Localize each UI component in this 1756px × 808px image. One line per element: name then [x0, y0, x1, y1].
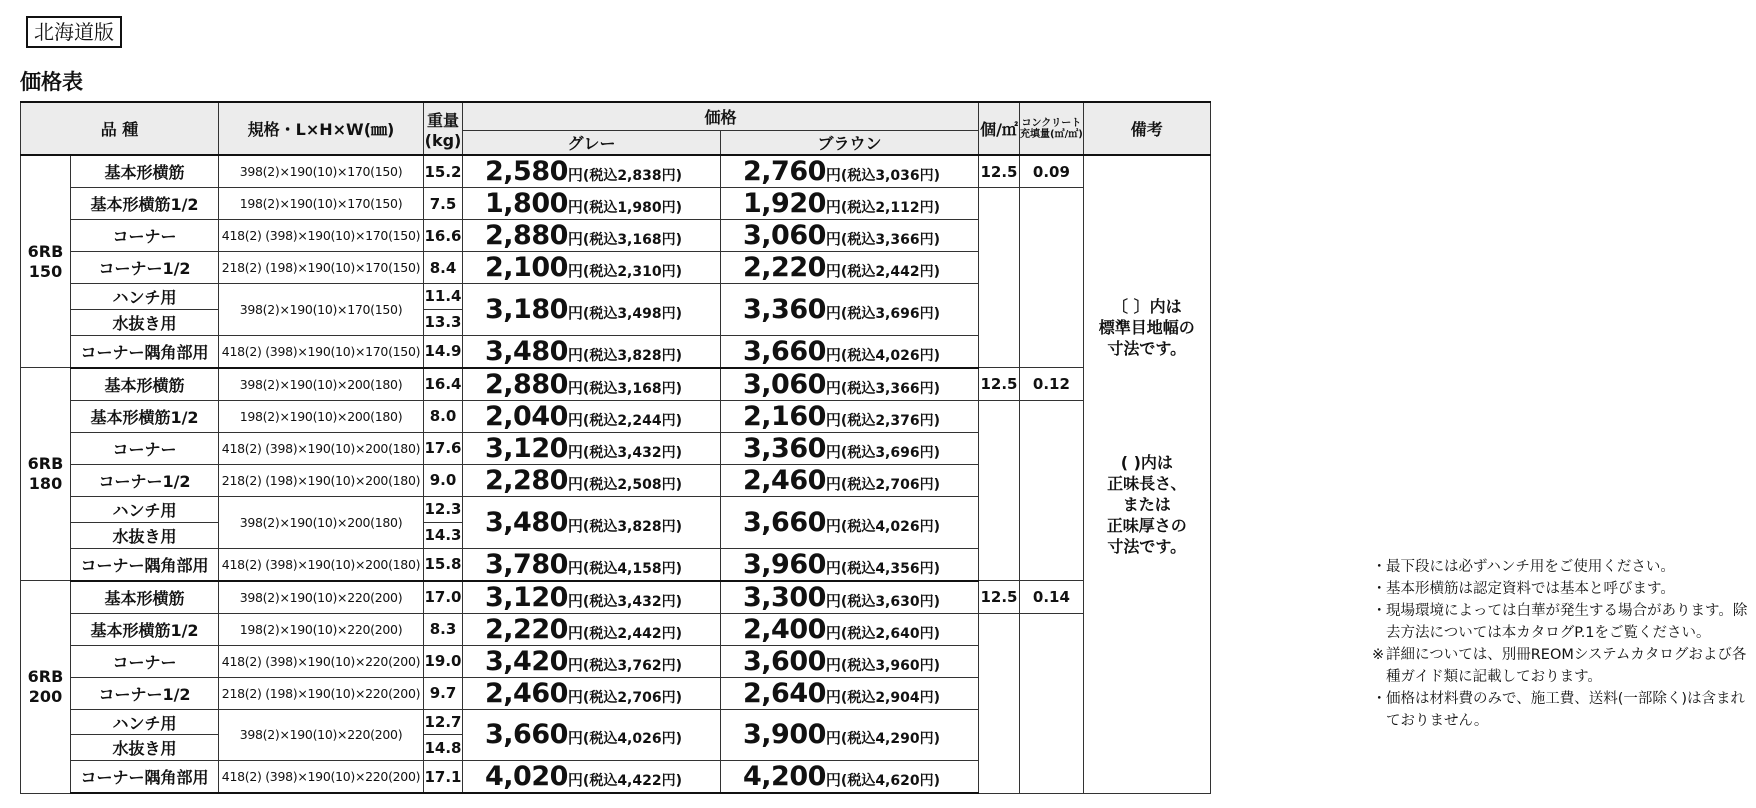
price-gray-value: 3,780 — [485, 548, 568, 580]
product-name: コーナー1/2 — [71, 677, 219, 709]
price-gray-value: 3,120 — [485, 581, 568, 613]
product-name: 基本形横筋 — [71, 581, 219, 614]
price-gray-value: 4,020 — [485, 761, 568, 793]
product-name: 水抜き用 — [71, 522, 219, 548]
price-brown-tax: (税込4,290円) — [840, 731, 941, 748]
price-brown-yen: 円 — [825, 345, 841, 364]
product-name: 水抜き用 — [71, 309, 219, 335]
price-gray — [463, 432, 721, 464]
price-gray-yen: 円 — [567, 591, 583, 610]
price-gray-tax: (税込4,026円) — [582, 731, 683, 748]
price-gray — [463, 464, 721, 496]
price-brown-value: 3,360 — [743, 293, 826, 325]
spec-dimensions: 218(2) (198)×190(10)×170(150) — [219, 252, 424, 284]
concrete-value: 0.14 — [1020, 581, 1084, 614]
spec-dimensions: 418(2) (398)×190(10)×220(200) — [219, 645, 424, 677]
price-brown — [721, 368, 979, 401]
header-concrete-label: コンクリート — [1021, 117, 1082, 129]
note-mark: ・ — [1372, 559, 1387, 575]
product-name: コーナー隅角部用 — [71, 548, 219, 581]
price-brown-tax: (税込3,366円) — [840, 232, 941, 248]
header-concrete-unit: 充填量(㎥/㎡) — [1020, 128, 1083, 140]
price-gray-tax: (税込2,310円) — [582, 264, 683, 280]
spec-dimensions: 398(2)×190(10)×200(180) — [219, 496, 424, 548]
price-brown-yen: 円 — [825, 303, 841, 322]
price-brown-yen: 円 — [825, 687, 841, 706]
price-brown-tax: (税込4,356円) — [840, 560, 941, 577]
price-gray-yen: 円 — [567, 558, 583, 577]
price-gray-tax: (税込3,762円) — [582, 657, 683, 674]
product-name: 基本形横筋 — [71, 368, 219, 401]
spec-dimensions: 418(2) (398)×190(10)×200(180) — [219, 548, 424, 581]
product-name: ハンチ用 — [71, 496, 219, 522]
price-brown-tax: (税込3,696円) — [840, 305, 941, 322]
spec-dimensions: 418(2) (398)×190(10)×170(150) — [219, 220, 424, 252]
spec-dimensions: 398(2)×190(10)×220(200) — [219, 581, 424, 614]
note-mark: ・ — [1372, 581, 1387, 597]
price-gray-value: 2,580 — [485, 156, 568, 187]
price-brown-tax: (税込2,442円) — [840, 264, 941, 280]
group-name-bottom: 180 — [28, 474, 63, 494]
header-gray: グレー — [463, 131, 721, 156]
price-gray — [463, 252, 721, 284]
weight-value: 9.0 — [424, 464, 463, 496]
price-brown-yen: 円 — [825, 262, 841, 280]
price-brown — [721, 155, 979, 188]
spec-dimensions: 398(2)×190(10)×200(180) — [219, 368, 424, 401]
spec-dimensions: 198(2)×190(10)×220(200) — [219, 613, 424, 645]
remarks-cell — [1083, 155, 1210, 793]
price-gray-tax: (税込3,432円) — [582, 593, 683, 610]
price-brown-value: 3,960 — [743, 548, 826, 580]
product-name: ハンチ用 — [71, 284, 219, 310]
product-name: コーナー — [71, 432, 219, 464]
note-item — [1372, 600, 1756, 644]
price-gray-value: 1,800 — [485, 188, 568, 219]
price-brown-value: 3,060 — [743, 368, 826, 400]
header-spec: 規格・L×H×W(㎜) — [219, 102, 424, 155]
price-brown-yen: 円 — [825, 591, 841, 610]
remarks-line: 正味長さ、 — [1107, 474, 1187, 493]
remarks-line: 寸法です。 — [1107, 537, 1187, 556]
note-item — [1372, 644, 1756, 688]
price-brown — [721, 220, 979, 252]
price-brown — [721, 188, 979, 220]
price-brown-tax: (税込3,366円) — [840, 380, 941, 397]
price-brown-value: 3,660 — [743, 335, 826, 367]
price-brown-yen: 円 — [825, 198, 841, 216]
price-brown — [721, 335, 979, 368]
price-brown-value: 2,640 — [743, 677, 826, 709]
price-brown-value: 3,360 — [743, 432, 826, 464]
weight-value: 12.3 — [424, 496, 463, 522]
weight-value: 13.3 — [424, 309, 463, 335]
pcs-per-m2-empty — [979, 188, 1020, 368]
price-gray — [463, 613, 721, 645]
price-brown — [721, 284, 979, 336]
price-brown-value: 2,760 — [743, 156, 826, 187]
price-brown-yen: 円 — [825, 771, 841, 790]
remarks-line: または — [1122, 495, 1171, 514]
price-gray-tax: (税込2,706円) — [582, 689, 683, 706]
price-gray-yen: 円 — [567, 442, 583, 461]
spec-dimensions: 418(2) (398)×190(10)×200(180) — [219, 432, 424, 464]
price-brown-tax: (税込2,706円) — [840, 476, 941, 493]
price-brown-tax: (税込3,696円) — [840, 444, 941, 461]
price-brown-yen: 円 — [825, 729, 841, 748]
remarks-line: 標準目地幅の — [1098, 318, 1195, 337]
weight-value: 19.0 — [424, 645, 463, 677]
price-brown-yen: 円 — [825, 516, 841, 535]
price-brown-value: 3,300 — [743, 581, 826, 613]
note-item — [1372, 578, 1756, 600]
price-gray-tax: (税込3,828円) — [582, 347, 683, 364]
price-gray — [463, 400, 721, 432]
price-gray — [463, 155, 721, 188]
weight-value: 12.7 — [424, 709, 463, 735]
group-name — [21, 581, 71, 794]
price-brown — [721, 400, 979, 432]
price-brown-value: 2,400 — [743, 613, 826, 645]
group-name-top: 6RB — [27, 241, 64, 261]
price-brown — [721, 709, 979, 761]
price-brown — [721, 581, 979, 614]
product-name: 基本形横筋1/2 — [71, 400, 219, 432]
weight-value: 16.6 — [424, 220, 463, 252]
group-name-top: 6RB — [27, 666, 64, 686]
product-name: ハンチ用 — [71, 709, 219, 735]
price-gray-yen: 円 — [567, 410, 583, 429]
price-gray-yen: 円 — [567, 623, 583, 642]
product-name: コーナー — [71, 220, 219, 252]
price-brown-yen: 円 — [825, 623, 841, 642]
weight-value: 16.4 — [424, 368, 463, 401]
table-row — [21, 613, 1211, 645]
pcs-per-m2-value: 12.5 — [979, 581, 1020, 614]
price-gray — [463, 188, 721, 220]
table-row — [21, 188, 1211, 220]
price-brown-value: 1,920 — [743, 188, 826, 219]
price-gray-yen: 円 — [567, 687, 583, 706]
price-gray — [463, 335, 721, 368]
price-brown-value: 4,200 — [743, 761, 826, 793]
header-pcs-per-m2: 個/㎡ — [979, 102, 1020, 155]
concrete-value: 0.12 — [1020, 368, 1084, 401]
group-name-bottom: 150 — [28, 261, 63, 281]
price-brown-tax: (税込3,960円) — [840, 657, 941, 674]
product-name: 基本形横筋 — [71, 155, 219, 188]
note-mark: ・ — [1372, 603, 1387, 619]
note-text: 詳細については、別冊REOMシステムカタログおよび各種ガイド類に記載しております。 — [1386, 647, 1747, 685]
price-gray — [463, 496, 721, 548]
price-brown — [721, 548, 979, 581]
price-gray-tax: (税込3,168円) — [582, 380, 683, 397]
price-brown — [721, 496, 979, 548]
price-brown — [721, 432, 979, 464]
pcs-per-m2-empty — [979, 400, 1020, 580]
table-row — [21, 155, 1211, 188]
price-brown-yen: 円 — [825, 378, 841, 397]
price-gray — [463, 709, 721, 761]
price-gray-yen: 円 — [567, 198, 583, 216]
table-row — [21, 368, 1211, 401]
price-gray-value: 2,040 — [485, 400, 568, 432]
remarks-note-2 — [1084, 452, 1210, 557]
weight-value: 8.0 — [424, 400, 463, 432]
weight-value: 14.8 — [424, 735, 463, 761]
price-brown-yen: 円 — [825, 474, 841, 493]
group-name — [21, 155, 71, 368]
note-mark: ※ — [1372, 647, 1385, 663]
note-text: 最下段には必ずハンチ用をご使用ください。 — [1386, 559, 1675, 575]
pcs-per-m2-empty — [979, 613, 1020, 793]
price-brown-yen: 円 — [825, 230, 841, 248]
header-concrete — [1020, 102, 1084, 155]
price-gray-yen: 円 — [567, 729, 583, 748]
edition-badge: 北海道版 — [26, 16, 122, 48]
weight-value: 15.8 — [424, 548, 463, 581]
note-text: 現場環境によっては白華が発生する場合があります。除去方法については本カタログP.1をご覧ください。 — [1386, 603, 1748, 641]
group-name-top: 6RB — [27, 454, 64, 474]
price-gray-yen: 円 — [567, 303, 583, 322]
price-brown — [721, 252, 979, 284]
price-brown-tax: (税込3,630円) — [840, 593, 941, 610]
spec-dimensions: 198(2)×190(10)×170(150) — [219, 188, 424, 220]
concrete-empty — [1020, 400, 1084, 580]
price-gray-value: 3,480 — [485, 335, 568, 367]
price-brown-yen: 円 — [825, 655, 841, 674]
price-brown — [721, 645, 979, 677]
product-name: 基本形横筋1/2 — [71, 613, 219, 645]
spec-dimensions: 218(2) (198)×190(10)×200(180) — [219, 464, 424, 496]
price-brown-value: 3,060 — [743, 220, 826, 251]
price-brown — [721, 613, 979, 645]
price-gray — [463, 677, 721, 709]
price-gray-value: 3,120 — [485, 432, 568, 464]
product-name: コーナー隅角部用 — [71, 761, 219, 794]
pcs-per-m2-value: 12.5 — [979, 155, 1020, 188]
price-gray-yen: 円 — [567, 378, 583, 397]
price-brown-tax: (税込4,620円) — [840, 773, 941, 790]
price-gray-yen: 円 — [567, 166, 583, 184]
group-name-bottom: 200 — [28, 686, 63, 706]
group-name — [21, 368, 71, 581]
price-gray-yen: 円 — [567, 771, 583, 790]
price-brown-value: 2,160 — [743, 400, 826, 432]
price-gray-yen: 円 — [567, 516, 583, 535]
table-row — [21, 400, 1211, 432]
note-item — [1372, 556, 1756, 578]
price-brown-tax: (税込4,026円) — [840, 518, 941, 535]
price-gray-value: 3,660 — [485, 719, 568, 751]
price-brown-tax: (税込2,376円) — [840, 412, 941, 429]
price-brown-value: 2,220 — [743, 252, 826, 283]
price-gray-tax: (税込4,158円) — [582, 560, 683, 577]
remarks-line: 寸法です。 — [1107, 339, 1187, 358]
product-name: コーナー1/2 — [71, 252, 219, 284]
price-gray-tax: (税込2,508円) — [582, 476, 683, 493]
weight-value: 15.2 — [424, 155, 463, 188]
price-brown-yen: 円 — [825, 558, 841, 577]
price-gray — [463, 368, 721, 401]
spec-dimensions: 218(2) (198)×190(10)×220(200) — [219, 677, 424, 709]
price-brown-value: 2,460 — [743, 464, 826, 496]
spec-dimensions: 418(2) (398)×190(10)×170(150) — [219, 335, 424, 368]
page-title: 価格表 — [20, 70, 83, 94]
price-gray-value: 2,880 — [485, 368, 568, 400]
header-brown: ブラウン — [721, 131, 979, 156]
price-gray-tax: (税込4,422円) — [582, 773, 683, 790]
note-text: 価格は材料費のみで、施工費、送料(一部除く)は含まれておりません。 — [1386, 691, 1746, 729]
spec-dimensions: 398(2)×190(10)×220(200) — [219, 709, 424, 761]
price-brown-value: 3,600 — [743, 645, 826, 677]
price-brown-tax: (税込3,036円) — [840, 168, 941, 184]
weight-value: 7.5 — [424, 188, 463, 220]
price-gray — [463, 284, 721, 336]
price-gray-yen: 円 — [567, 230, 583, 248]
price-gray-yen: 円 — [567, 262, 583, 280]
price-brown-yen: 円 — [825, 410, 841, 429]
price-gray-tax: (税込2,838円) — [582, 168, 683, 184]
price-gray-value: 3,420 — [485, 645, 568, 677]
price-brown-tax: (税込2,112円) — [840, 200, 941, 216]
weight-value: 17.6 — [424, 432, 463, 464]
price-gray-value: 2,460 — [485, 677, 568, 709]
spec-dimensions: 398(2)×190(10)×170(150) — [219, 284, 424, 336]
price-gray — [463, 220, 721, 252]
note-item — [1372, 688, 1756, 732]
weight-value: 11.4 — [424, 284, 463, 310]
weight-value: 14.9 — [424, 335, 463, 368]
price-table — [20, 101, 1211, 794]
header-weight — [424, 102, 463, 155]
price-brown-tax: (税込2,640円) — [840, 625, 941, 642]
price-gray-value: 2,880 — [485, 220, 568, 251]
price-gray-value: 3,480 — [485, 506, 568, 538]
price-gray-tax: (税込3,432円) — [582, 444, 683, 461]
spec-dimensions: 418(2) (398)×190(10)×220(200) — [219, 761, 424, 794]
note-text: 基本形横筋は認定資料では基本と呼びます。 — [1386, 581, 1675, 597]
remarks-line: ( )内は — [1120, 453, 1173, 472]
weight-value: 9.7 — [424, 677, 463, 709]
product-name: コーナー隅角部用 — [71, 335, 219, 368]
price-brown — [721, 677, 979, 709]
header-product: 品 種 — [21, 102, 219, 155]
header-weight-unit: (kg) — [424, 130, 462, 150]
price-gray-yen: 円 — [567, 345, 583, 364]
product-name: 水抜き用 — [71, 735, 219, 761]
price-gray-tax: (税込2,244円) — [582, 412, 683, 429]
weight-value: 14.3 — [424, 522, 463, 548]
header-weight-label: 重量 — [426, 110, 459, 130]
price-brown — [721, 464, 979, 496]
price-gray-tax: (税込1,980円) — [582, 200, 683, 216]
price-gray — [463, 548, 721, 581]
price-brown-value: 3,900 — [743, 719, 826, 751]
price-gray-tax: (税込2,442円) — [582, 625, 683, 642]
weight-value: 8.3 — [424, 613, 463, 645]
price-gray-value: 2,100 — [485, 252, 568, 283]
price-gray-yen: 円 — [567, 655, 583, 674]
remarks-line: 正味厚さの — [1106, 516, 1187, 535]
price-gray-tax: (税込3,168円) — [582, 232, 683, 248]
product-name: コーナー1/2 — [71, 464, 219, 496]
remarks-note-1 — [1084, 296, 1210, 359]
price-gray — [463, 645, 721, 677]
weight-value: 8.4 — [424, 252, 463, 284]
weight-value: 17.1 — [424, 761, 463, 794]
concrete-empty — [1020, 613, 1084, 793]
price-gray — [463, 761, 721, 794]
price-brown — [721, 761, 979, 794]
header-remarks: 備考 — [1083, 102, 1210, 155]
price-gray-value: 2,280 — [485, 464, 568, 496]
price-gray-tax: (税込3,498円) — [582, 305, 683, 322]
concrete-value: 0.09 — [1020, 155, 1084, 188]
price-gray-value: 2,220 — [485, 613, 568, 645]
spec-dimensions: 198(2)×190(10)×200(180) — [219, 400, 424, 432]
table-row — [21, 581, 1211, 614]
pcs-per-m2-value: 12.5 — [979, 368, 1020, 401]
concrete-empty — [1020, 188, 1084, 368]
price-gray-yen: 円 — [567, 474, 583, 493]
notes-list — [1372, 556, 1756, 732]
product-name: コーナー — [71, 645, 219, 677]
price-brown-yen: 円 — [825, 442, 841, 461]
price-gray-tax: (税込3,828円) — [582, 518, 683, 535]
spec-dimensions: 398(2)×190(10)×170(150) — [219, 155, 424, 188]
remarks-line: 〔 〕内は — [1112, 297, 1182, 316]
weight-value: 17.0 — [424, 581, 463, 614]
price-brown-tax: (税込4,026円) — [840, 347, 941, 364]
price-brown-yen: 円 — [825, 166, 841, 184]
header-price: 価格 — [463, 102, 979, 131]
price-brown-value: 3,660 — [743, 506, 826, 538]
price-brown-tax: (税込2,904円) — [840, 689, 941, 706]
price-gray-value: 3,180 — [485, 293, 568, 325]
price-gray — [463, 581, 721, 614]
product-name: 基本形横筋1/2 — [71, 188, 219, 220]
note-mark: ・ — [1372, 691, 1387, 707]
